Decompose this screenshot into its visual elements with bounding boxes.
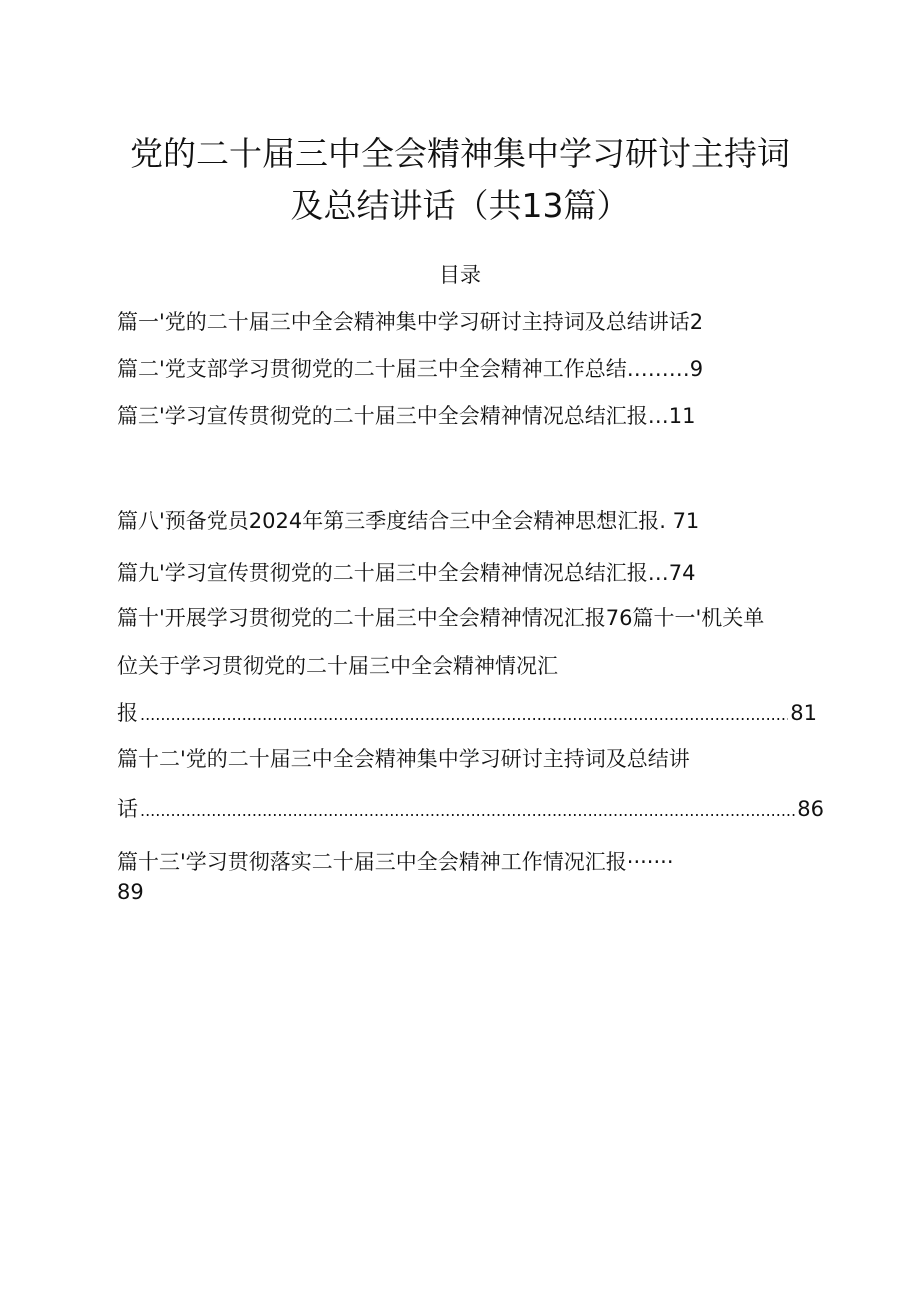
toc-entry-3[interactable]: 篇三'学习宣传贯彻党的二十届三中全会精神情况总结汇报…11 bbox=[117, 404, 696, 428]
toc-page-number: 81 bbox=[790, 701, 817, 725]
toc-entry-2[interactable]: 篇二'党支部学习贯彻党的二十届三中全会精神工作总结………9 bbox=[117, 357, 704, 381]
dot-leader bbox=[140, 801, 795, 820]
document-title-line-1: 党的二十届三中全会精神集中学习研讨主持词 bbox=[130, 134, 790, 173]
toc-entry-11-line-1[interactable]: 位关于学习贯彻党的二十届三中全会精神情况汇 bbox=[117, 654, 558, 678]
document-title-line-2: 及总结讲话（共13篇） bbox=[290, 186, 630, 225]
toc-entry-9[interactable]: 篇九'学习宣传贯彻党的二十届三中全会精神情况总结汇报…74 bbox=[117, 561, 696, 585]
toc-entry-11-tail: 报 bbox=[117, 701, 138, 725]
toc-page-number: 86 bbox=[797, 797, 824, 821]
toc-heading: 目录 bbox=[439, 263, 481, 287]
toc-entry-10[interactable]: 篇十'开展学习贯彻党的二十届三中全会精神情况汇报76篇十一'机关单 bbox=[117, 606, 765, 630]
toc-entry-13[interactable]: 篇十三'学习贯彻落实二十届三中全会精神工作情况汇报······· bbox=[117, 850, 674, 874]
toc-entry-8[interactable]: 篇八'预备党员2024年第三季度结合三中全会精神思想汇报. 71 bbox=[117, 509, 700, 533]
dot-leader bbox=[140, 705, 788, 724]
toc-entry-1[interactable]: 篇一'党的二十届三中全会精神集中学习研讨主持词及总结讲话2 bbox=[117, 310, 704, 334]
toc-entry-12-line-2[interactable] bbox=[117, 793, 824, 823]
toc-entry-11-line-2[interactable] bbox=[117, 697, 817, 727]
toc-entry-12-line-1[interactable]: 篇十二'党的二十届三中全会精神集中学习研讨主持词及总结讲 bbox=[117, 747, 690, 771]
toc-entry-13-page-number: 89 bbox=[117, 880, 144, 904]
toc-entry-12-tail: 话 bbox=[117, 797, 138, 821]
